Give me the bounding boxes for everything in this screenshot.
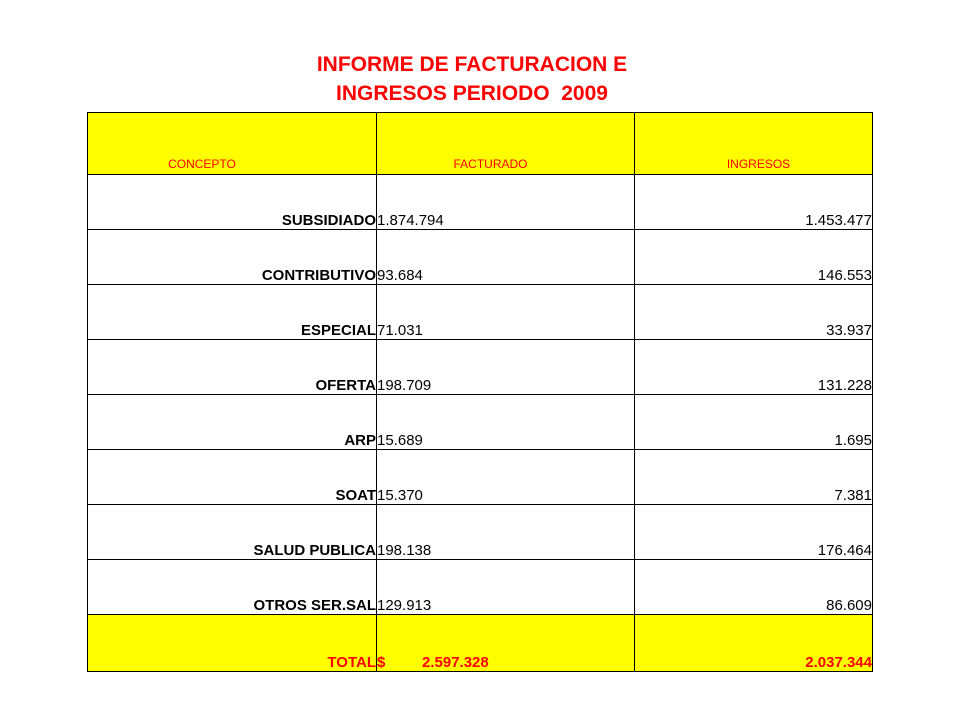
- row-concepto: SALUD PUBLICA: [88, 505, 377, 560]
- row-concepto: ESPECIAL: [88, 285, 377, 340]
- row-concepto: OTROS SER.SAL: [88, 560, 377, 615]
- table-header-row: [88, 113, 873, 175]
- table-row: [88, 175, 873, 230]
- row-ingresos: 86.609: [635, 560, 873, 615]
- row-facturado: 15.689: [377, 395, 635, 450]
- table-row: [88, 230, 873, 285]
- row-concepto: SOAT: [88, 450, 377, 505]
- row-facturado: 1.874.794: [377, 175, 635, 230]
- row-facturado: 198.138: [377, 505, 635, 560]
- header-facturado: FACTURADO: [377, 113, 635, 175]
- currency-symbol: $: [377, 654, 386, 671]
- table-row: [88, 395, 873, 450]
- table-row: [88, 505, 873, 560]
- table-total-row: [88, 615, 873, 672]
- row-facturado: 71.031: [377, 285, 635, 340]
- total-facturado-cell: [377, 615, 635, 672]
- row-ingresos: 131.228: [635, 340, 873, 395]
- header-concepto: CONCEPTO: [88, 113, 377, 175]
- total-ingresos: 2.037.344: [635, 615, 873, 672]
- report-title-line-2: INGRESOS PERIODO 2009: [336, 82, 608, 105]
- row-ingresos: 176.464: [635, 505, 873, 560]
- table-row: [88, 450, 873, 505]
- row-facturado: 15.370: [377, 450, 635, 505]
- table-row: [88, 560, 873, 615]
- row-facturado: 129.913: [377, 560, 635, 615]
- row-ingresos: 146.553: [635, 230, 873, 285]
- row-concepto: ARP: [88, 395, 377, 450]
- row-concepto: SUBSIDIADO: [88, 175, 377, 230]
- table-row: [88, 340, 873, 395]
- row-ingresos: 1.453.477: [635, 175, 873, 230]
- row-concepto: CONTRIBUTIVO: [88, 230, 377, 285]
- report-title-line-1: INFORME DE FACTURACION E: [316, 53, 628, 76]
- billing-income-table: [87, 112, 873, 672]
- row-facturado: 198.709: [377, 340, 635, 395]
- header-ingresos: INGRESOS: [635, 113, 873, 175]
- report-title: [0, 50, 944, 108]
- row-ingresos: 33.937: [635, 285, 873, 340]
- row-facturado: 93.684: [377, 230, 635, 285]
- total-facturado: 2.597.328: [422, 654, 489, 671]
- total-label: TOTAL: [88, 615, 377, 672]
- row-ingresos: 1.695: [635, 395, 873, 450]
- table-row: [88, 285, 873, 340]
- row-concepto: OFERTA: [88, 340, 377, 395]
- row-ingresos: 7.381: [635, 450, 873, 505]
